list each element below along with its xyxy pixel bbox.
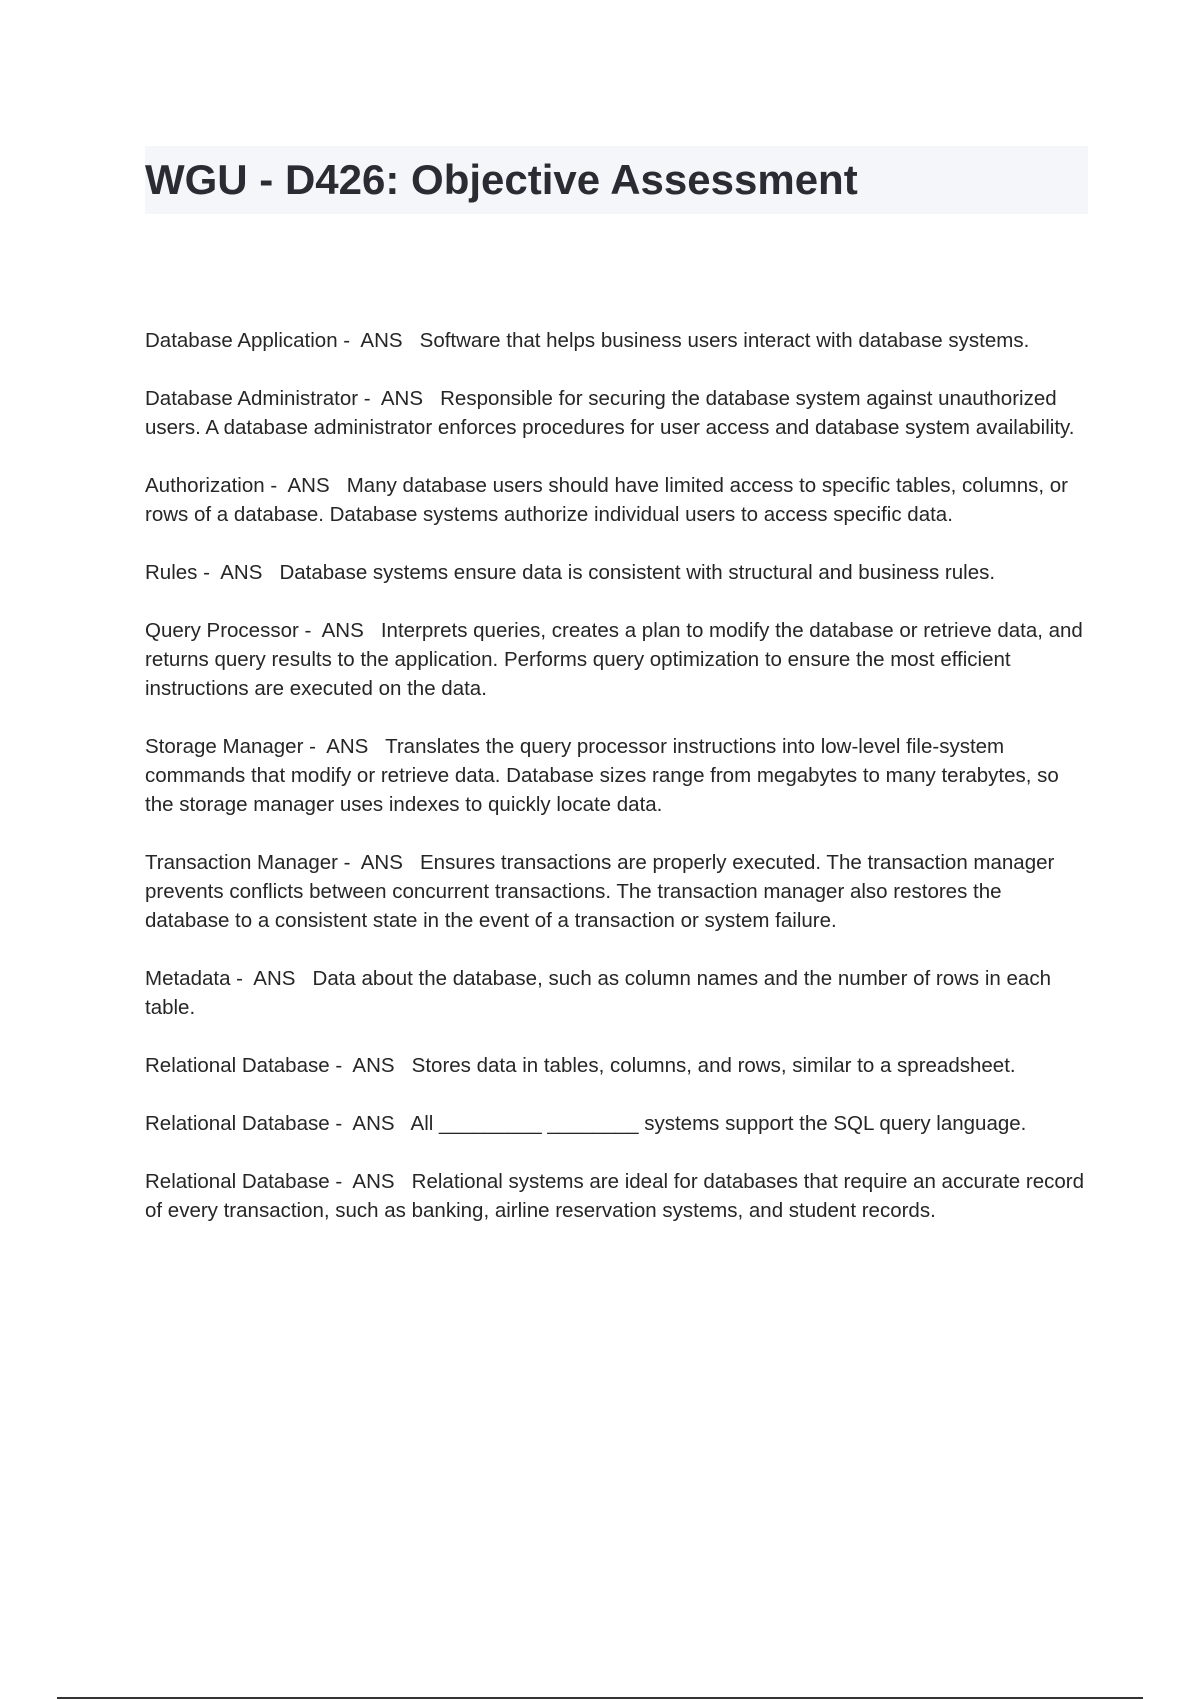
flashcard-entry: Relational Database - ANS Relational systems are ideal for databases that require an accurate record of every transaction, such as banking, airline reservation systems, and student records.: [145, 1170, 1084, 1222]
term: Metadata: [145, 967, 231, 990]
ans-label: ANS: [380, 387, 424, 410]
term: Relational Database: [145, 1112, 330, 1135]
ans-label: ANS: [321, 619, 364, 642]
term: Authorization: [145, 474, 265, 497]
ans-label: ANS: [352, 1112, 395, 1135]
term: Transaction Manager: [145, 851, 338, 874]
flashcard-list: [145, 326, 1090, 1254]
definition: Relational systems are ideal for databases that require an accurate record of every transaction, such as banking, airline reservation systems, and student records.: [145, 1170, 1084, 1222]
ans-label: ANS: [360, 329, 403, 352]
footer-divider: [57, 1697, 1143, 1699]
definition: Software that helps business users interact with database systems.: [419, 329, 1030, 352]
ans-label: ANS: [287, 474, 330, 497]
definition: All _________ ________ systems support the SQL query language.: [410, 1112, 1027, 1135]
flashcard-entry: Relational Database - ANS Stores data in tables, columns, and rows, similar to a spreadsheet.: [145, 1054, 1016, 1077]
term: Storage Manager: [145, 735, 304, 758]
ans-label: ANS: [360, 851, 403, 874]
term: Query Processor: [145, 619, 299, 642]
ans-label: ANS: [253, 967, 296, 990]
term: Database Administrator: [145, 387, 359, 410]
definition: Ensures transactions are properly executed. The transaction manager prevents conflicts between concurrent transactions. The transaction manager also restores the database to a consistent state in the event of a transaction or system failure.: [145, 851, 1055, 932]
flashcard-entry: Rules - ANS Database systems ensure data is consistent with structural and business rules.: [145, 561, 996, 584]
ans-label: ANS: [220, 561, 263, 584]
flashcard-entry: Relational Database - ANS All _________ ________ systems support the SQL query language.: [145, 1112, 1027, 1135]
flashcard-entry: Query Processor - ANS Interprets queries, creates a plan to modify the database or retrieve data, and returns query results to the application. Performs query optimization to ensure the most efficient instructions are executed on the data.: [145, 619, 1083, 700]
term: Rules: [145, 561, 198, 584]
flashcard-entry: Database Application - ANS Software that helps business users interact with database systems.: [145, 329, 1030, 352]
ans-label: ANS: [326, 735, 369, 758]
flashcard-entry: Database Administrator - ANS Responsible for securing the database system against unauthorized users. A database administrator enforces procedures for user access and database system availability.: [145, 387, 1075, 439]
definition: Database systems ensure data is consistent with structural and business rules.: [279, 561, 996, 584]
definition: Data about the database, such as column names and the number of rows in each table.: [145, 967, 1051, 1019]
term: Database Application: [145, 329, 338, 352]
definition: Many database users should have limited access to specific tables, columns, or rows of a database. Database systems authorize individual users to access specific data.: [145, 474, 1068, 526]
term: Relational Database: [145, 1054, 330, 1077]
flashcard-entry: Authorization - ANS Many database users should have limited access to specific tables, columns, or rows of a database. Database systems authorize individual users to access specific data.: [145, 474, 1068, 526]
definition: Responsible for securing the database system against unauthorized users. A database administrator enforces procedures for user access and database system availability.: [145, 387, 1075, 439]
page-title: WGU - D426: Objective Assessment: [145, 156, 858, 203]
flashcard-entry: Transaction Manager - ANS Ensures transactions are properly executed. The transaction manager prevents conflicts between concurrent transactions. The transaction manager also restores the database to a consistent state in the event of a transaction or system failure.: [145, 851, 1055, 932]
definition: Stores data in tables, columns, and rows, similar to a spreadsheet.: [411, 1054, 1016, 1077]
definition: Translates the query processor instructions into low-level file-system commands that modify or retrieve data. Database sizes range from megabytes to many terabytes, so the storage manager uses indexes to quickly locate data.: [145, 735, 1059, 816]
term: Relational Database: [145, 1170, 330, 1193]
flashcard-entry: Storage Manager - ANS Translates the query processor instructions into low-level file-system commands that modify or retrieve data. Database sizes range from megabytes to many terabytes, so the storage manager uses indexes to quickly locate data.: [145, 735, 1059, 816]
ans-label: ANS: [352, 1170, 395, 1193]
definition: Interprets queries, creates a plan to modify the database or retrieve data, and returns query results to the application. Performs query optimization to ensure the most efficient instructions are executed on the data.: [145, 619, 1083, 700]
ans-label: ANS: [352, 1054, 395, 1077]
flashcard-entry: Metadata - ANS Data about the database, such as column names and the number of rows in each table.: [145, 967, 1051, 1019]
